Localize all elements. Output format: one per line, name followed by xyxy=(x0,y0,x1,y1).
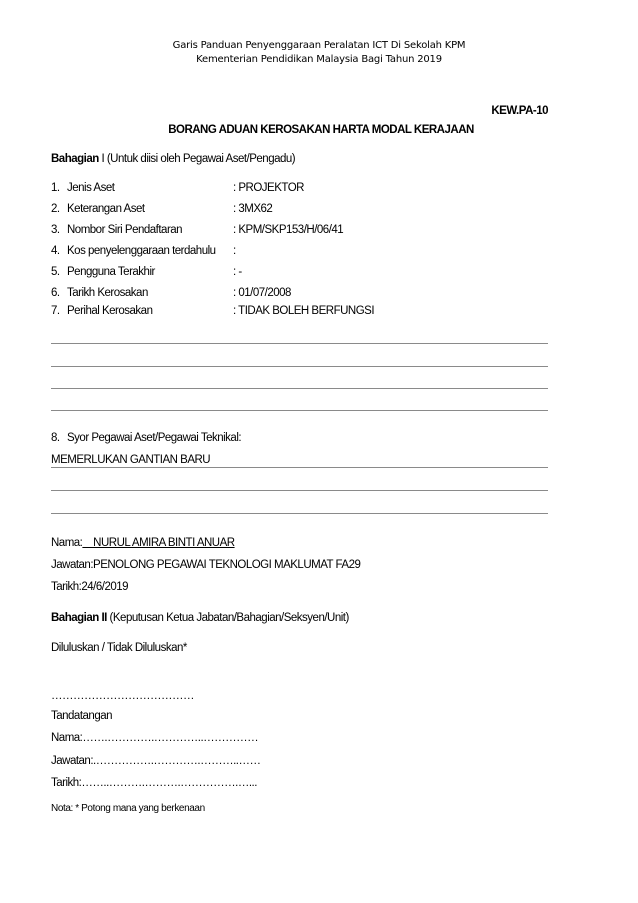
officer-date: Tarikh:24/6/2019 xyxy=(51,581,129,593)
officer-position: Jawatan:PENOLONG PEGAWAI TEKNOLOGI MAKLUMAT FA29 xyxy=(51,559,361,571)
signature-label: Tandatangan xyxy=(51,710,113,722)
item-value: : 01/07/2008 xyxy=(233,287,291,299)
section-1-label: Bahagian xyxy=(51,153,99,165)
item-number: 4. xyxy=(51,245,60,257)
item-row xyxy=(51,203,548,215)
item-value: : PROJEKTOR xyxy=(233,182,304,194)
approver-name: Nama:…….………….…………..…………… xyxy=(51,732,259,744)
item-label: Jenis Aset xyxy=(67,182,115,194)
officer-name-label: Nama: xyxy=(51,537,83,549)
blank-line xyxy=(51,513,548,514)
item-value: : KPM/SKP153/H/06/41 xyxy=(233,224,344,236)
item-row xyxy=(51,224,548,236)
blank-line xyxy=(51,366,548,367)
form-title: BORANG ADUAN KEROSAKAN HARTA MODAL KERAJAAN xyxy=(168,124,474,136)
item-8-label xyxy=(51,432,241,444)
blank-line xyxy=(51,467,548,468)
item-label: Syor Pegawai Aset/Pegawai Teknikal: xyxy=(67,432,242,444)
decision-text: Diluluskan / Tidak Diluluskan* xyxy=(51,642,187,654)
officer-name xyxy=(51,537,235,549)
blank-line xyxy=(51,410,548,411)
item-label: Kos penyelenggaraan terdahulu xyxy=(67,245,216,257)
item-label: Keterangan Aset xyxy=(67,203,145,215)
item-label: Tarikh Kerosakan xyxy=(67,287,148,299)
section-2-label: Bahagian II xyxy=(51,612,107,624)
item-row xyxy=(51,287,548,299)
signature-line: ………………………………… xyxy=(51,690,194,702)
item-label: Pengguna Terakhir xyxy=(67,266,155,278)
item-value: : TIDAK BOLEH BERFUNGSI xyxy=(233,305,375,317)
item-number: 2. xyxy=(51,203,60,215)
approver-date: Tarikh:……..……….……….…………….…... xyxy=(51,777,257,789)
section-1-roman: I xyxy=(98,153,105,165)
item-number: 7. xyxy=(51,305,60,317)
item-label: Nombor Siri Pendaftaran xyxy=(67,224,183,236)
item-row xyxy=(51,305,548,317)
footnote: Nota: * Potong mana yang berkenaan xyxy=(51,803,205,814)
officer-name-value: NURUL AMIRA BINTI ANUAR xyxy=(82,537,235,549)
item-value: : 3MX62 xyxy=(233,203,273,215)
blank-line xyxy=(51,388,548,389)
item-row xyxy=(51,182,548,194)
header-line-2: Kementerian Pendidikan Malaysia Bagi Tahun 2019 xyxy=(196,54,442,65)
header-line-1: Garis Panduan Penyenggaraan Peralatan ICT Di Sekolah KPM xyxy=(172,40,466,51)
item-value: : xyxy=(233,245,236,257)
item-value: : - xyxy=(233,266,242,278)
item-label: Perihal Kerosakan xyxy=(67,305,153,317)
item-number: 5. xyxy=(51,266,60,278)
approver-position: Jawatan:.…………….………….………..…… xyxy=(51,755,261,767)
item-number: 6. xyxy=(51,287,60,299)
item-row xyxy=(51,266,548,278)
blank-line xyxy=(51,490,548,491)
section-1-heading xyxy=(51,153,295,165)
item-number: 1. xyxy=(51,182,60,194)
item-number: 8. xyxy=(51,432,60,444)
item-8-value: MEMERLUKAN GANTIAN BARU xyxy=(51,454,211,466)
section-2-heading xyxy=(51,612,349,624)
item-number: 3. xyxy=(51,224,60,236)
form-code: KEW.PA-10 xyxy=(491,105,548,117)
blank-line xyxy=(51,343,548,344)
section-1-note: (Untuk diisi oleh Pegawai Aset/Pengadu) xyxy=(104,153,296,165)
item-row xyxy=(51,245,548,257)
section-2-note: (Keputusan Ketua Jabatan/Bahagian/Seksyen/Unit) xyxy=(106,612,349,624)
